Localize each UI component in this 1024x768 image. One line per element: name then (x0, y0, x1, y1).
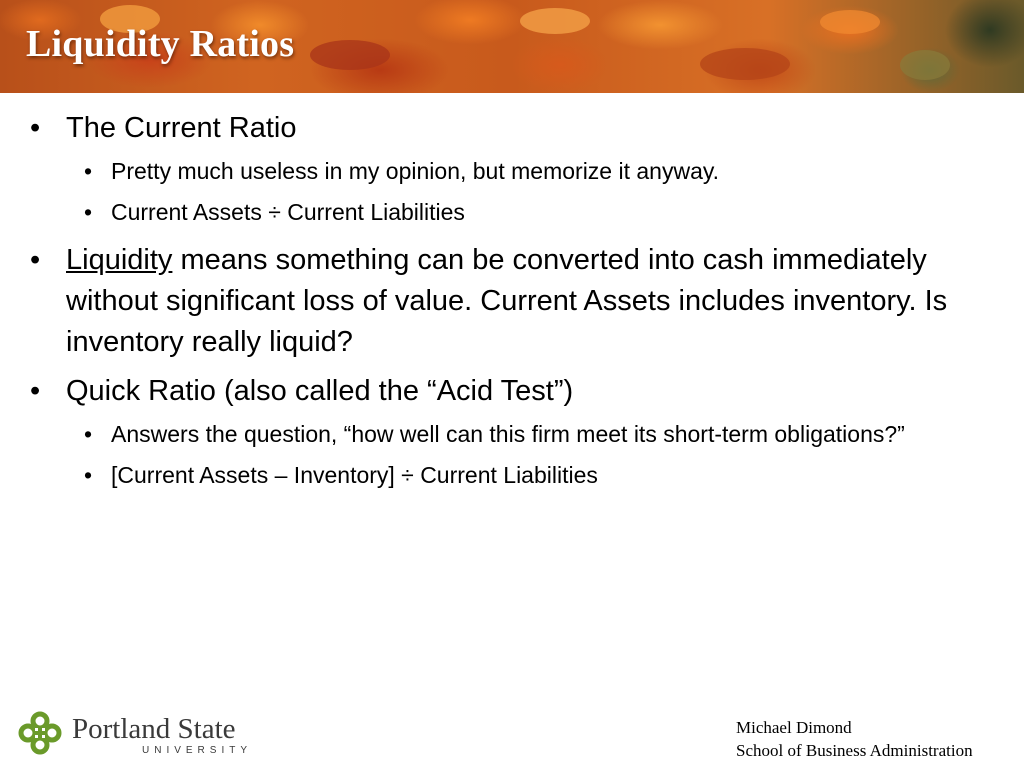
foliage-decoration (900, 50, 950, 80)
bullet-quick-ratio (0, 371, 1024, 412)
foliage-decoration (520, 8, 590, 34)
bullet-text: The Current Ratio (66, 112, 297, 144)
bullet-text: Quick Ratio (also called the “Acid Test”) (66, 375, 574, 407)
bullet-marker: • (84, 421, 93, 447)
logo-subtitle: UNIVERSITY (142, 745, 253, 756)
bullet-marker: • (84, 158, 93, 184)
author-name: Michael Dimond (736, 718, 852, 737)
slide-body (0, 108, 1024, 501)
bullet-marker: • (30, 244, 41, 276)
bullet-current-ratio (0, 108, 1024, 149)
bullet-text: Pretty much useless in my opinion, but memorize it anyway. (111, 158, 720, 184)
logo-name: Portland State (72, 713, 236, 745)
liquidity-term: Liquidity (66, 244, 173, 276)
psu-knot-icon (16, 709, 64, 757)
sub-bullet-question (0, 419, 1024, 450)
slide-title: Liquidity Ratios (26, 23, 295, 65)
school-name: School of Business Administration (736, 741, 973, 760)
foliage-decoration (700, 48, 790, 80)
bullet-marker: • (30, 375, 41, 407)
bullet-marker: • (84, 199, 93, 225)
bullet-text: Current Assets ÷ Current Liabilities (111, 199, 465, 225)
sub-bullet-quick-formula (0, 460, 1024, 491)
sub-bullet-current-formula (0, 197, 1024, 228)
header-banner (0, 0, 1024, 93)
foliage-decoration (820, 10, 880, 34)
bullet-text: [Current Assets – Inventory] ÷ Current Liabilities (111, 462, 598, 488)
sub-bullet-opinion (0, 156, 1024, 187)
bullet-liquidity-definition (0, 240, 1024, 363)
footer-credit (736, 716, 973, 762)
bullet-marker: • (84, 462, 93, 488)
bullet-text: means something can be converted into cash immediately without significant loss of value. Current Assets includes inventory. Is inventory really liquid? (66, 244, 948, 358)
bullet-marker: • (30, 112, 41, 144)
bullet-text: Answers the question, “how well can this firm meet its short-term obligations?” (111, 421, 905, 447)
university-logo (16, 709, 256, 759)
foliage-decoration (310, 40, 390, 70)
